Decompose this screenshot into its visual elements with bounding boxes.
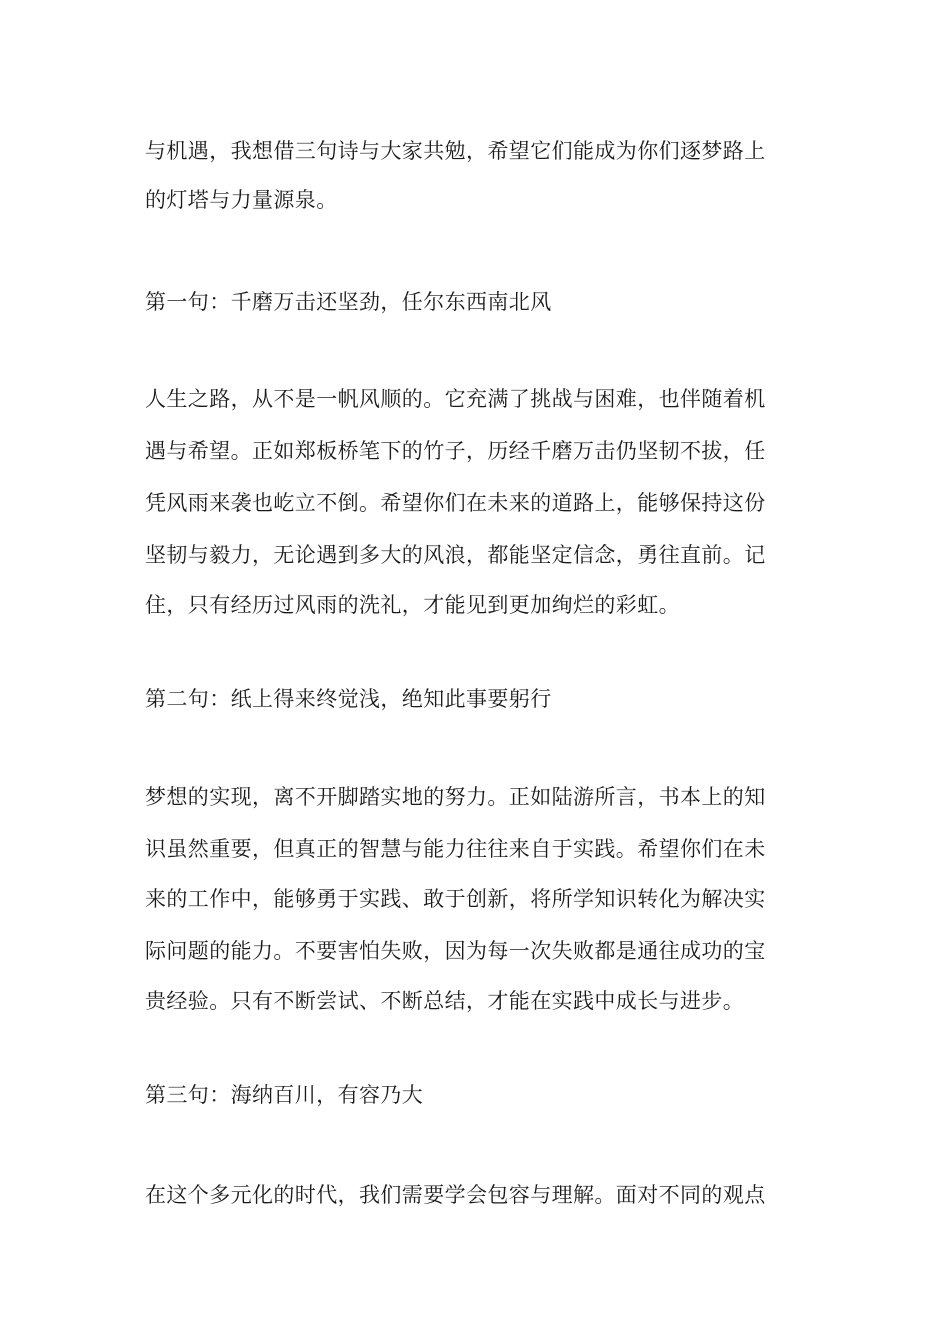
body-text-line: 与机遇，我想借三句诗与大家共勉，希望它们能成为你们逐梦路上 [145, 139, 766, 163]
body-text-line: 人生之路，从不是一帆风顺的。它充满了挑战与困难，也伴随着机 [145, 387, 766, 411]
body-text-line: 的灯塔与力量源泉。 [145, 188, 338, 212]
body-text-line: 坚韧与毅力，无论遇到多大的风浪，都能坚定信念，勇往直前。记 [145, 543, 766, 567]
section-heading-1: 第一句：千磨万击还坚劲，任尔东西南北风 [145, 290, 552, 314]
section-heading-3: 第三句：海纳百川，有容乃大 [145, 1083, 424, 1107]
body-text-line: 际问题的能力。不要害怕失败，因为每一次失败都是通往成功的宝 [145, 939, 766, 963]
body-text-line: 来的工作中，能够勇于实践、敢于创新，将所学知识转化为解决实 [145, 887, 766, 911]
body-text-line: 梦想的实现，离不开脚踏实地的努力。正如陆游所言，书本上的知 [145, 785, 766, 809]
body-text-line: 住，只有经历过风雨的洗礼，才能见到更加绚烂的彩虹。 [145, 593, 680, 617]
body-text-line: 凭风雨来袭也屹立不倒。希望你们在未来的道路上，能够保持这份 [145, 491, 766, 515]
body-text-line: 遇与希望。正如郑板桥笔下的竹子，历经千磨万击仍坚韧不拔，任 [145, 439, 766, 463]
body-text-line: 贵经验。只有不断尝试、不断总结，才能在实践中成长与进步。 [145, 989, 745, 1013]
body-text-line: 识虽然重要，但真正的智慧与能力往往来自于实践。希望你们在未 [145, 837, 766, 861]
section-heading-2: 第二句：纸上得来终觉浅，绝知此事要躬行 [145, 687, 552, 711]
body-text-line: 在这个多元化的时代，我们需要学会包容与理解。面对不同的观点 [145, 1183, 766, 1207]
